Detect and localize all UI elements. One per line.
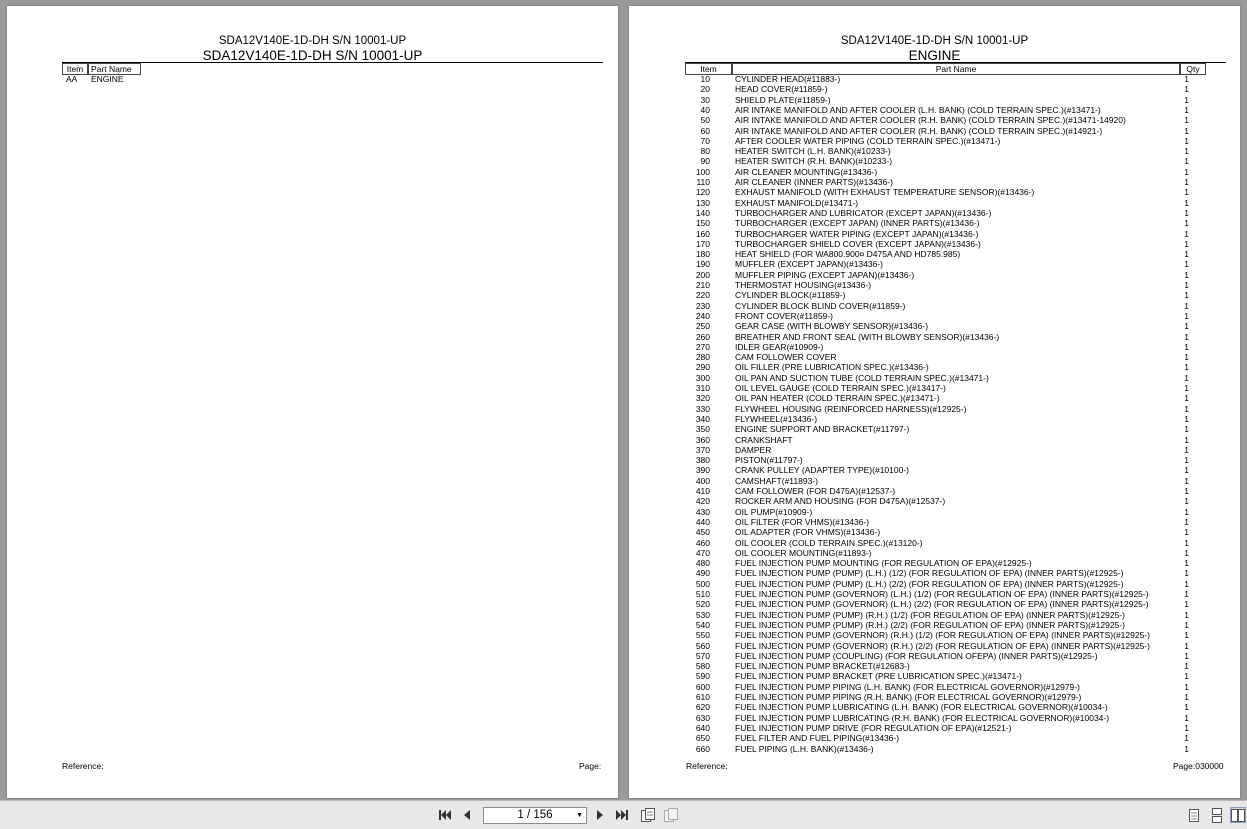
row-qty: 1 [1184, 578, 1189, 589]
right-page-title-line1: SDA12V140E-1D-DH S/N 10001-UP [840, 35, 1029, 47]
row-qty: 1 [1184, 681, 1189, 692]
row-part-name: TURBOCHARGER AND LUBRICATOR (EXCEPT JAPAN)(#13436-) [735, 207, 992, 218]
row-qty: 1 [1184, 558, 1189, 569]
row-part-name: FUEL INJECTION PUMP LUBRICATING (L.H. BANK) (FOR ELECTRICAL GOVERNOR)(#10034-) [735, 702, 1108, 713]
row-qty: 1 [1184, 455, 1189, 466]
row-qty: 1 [1184, 331, 1189, 342]
row-part-name: AIR INTAKE MANIFOLD AND AFTER COOLER (R.H. BANK) (COLD TERRAIN SPEC.)(#14921-) [735, 125, 1103, 136]
row-qty: 1 [1184, 599, 1189, 610]
row-item-number: 540 [695, 619, 710, 630]
row-qty: 1 [1184, 125, 1189, 136]
row-part-name: CYLINDER BLOCK BLIND COVER(#11859-) [735, 300, 906, 311]
row-qty: 1 [1184, 259, 1189, 270]
right-document-page [629, 6, 1240, 798]
left-page-title-line2: SDA12V140E-1D-DH S/N 10001-UP [202, 48, 423, 63]
row-item-number: 200 [695, 269, 710, 280]
row-qty: 1 [1184, 640, 1189, 651]
row-item-number: 480 [695, 558, 710, 569]
row-qty: 1 [1184, 74, 1189, 84]
row-qty: 1 [1184, 300, 1189, 311]
left-page-title-line1: SDA12V140E-1D-DH S/N 10001-UP [218, 35, 407, 47]
row-part-name: AIR CLEANER (INNER PARTS)(#13436-) [735, 177, 893, 187]
row-part-name: SHIELD PLATE(#11859-) [735, 94, 831, 105]
row-qty: 1 [1184, 218, 1189, 229]
right-col-header-item: Item [685, 63, 732, 75]
row-qty: 1 [1184, 207, 1189, 218]
row-item-number: 210 [695, 280, 710, 290]
row-part-name: EXHAUST MANIFOLD(#13471-) [735, 197, 859, 208]
row-part-name: OIL PUMP(#10909-) [735, 506, 813, 517]
row-part-name: CAM FOLLOWER COVER [735, 352, 837, 363]
row-qty: 1 [1184, 197, 1189, 208]
row-part-name: HEATER SWITCH (L.H. BANK)(#10233-) [735, 146, 891, 157]
row-item-number: 570 [695, 650, 710, 661]
row-qty: 1 [1184, 352, 1189, 363]
row-item-number: 430 [695, 506, 710, 517]
row-item-number: 140 [695, 207, 710, 218]
row-item-number: 440 [695, 516, 710, 527]
row-qty: 1 [1184, 156, 1189, 167]
row-qty: 1 [1184, 692, 1189, 702]
right-page-number: Page:030000 [1173, 761, 1224, 771]
row-item-number: 300 [695, 372, 710, 383]
row-part-name: OIL COOLER MOUNTING(#11893-) [735, 547, 872, 558]
row-item-number: 360 [695, 434, 710, 445]
row-item-number: 330 [695, 403, 710, 414]
row-qty: 1 [1184, 619, 1189, 630]
row-part-name: OIL COOLER (COLD TERRAIN SPEC.)(#13120-) [735, 537, 923, 548]
row-item-number: 390 [695, 465, 710, 476]
row-qty: 1 [1184, 362, 1189, 373]
row-part-name: FUEL INJECTION PUMP (GOVERNOR) (L.H.) (1/2) (FOR REGULATION OF EPA) (INNER PARTS)(#12925-) [735, 589, 1149, 599]
row-qty: 1 [1184, 249, 1189, 260]
row-qty: 1 [1184, 516, 1189, 527]
row-part-name: MUFFLER PIPING (EXCEPT JAPAN)(#13436-) [735, 269, 915, 280]
row-item-number: 180 [695, 249, 710, 260]
row-part-name: FUEL INJECTION PUMP BRACKET (PRE LUBRICATION SPEC.)(#13471-) [735, 671, 1022, 682]
row-item-number: 170 [695, 238, 710, 249]
row-item-number: 510 [695, 589, 710, 599]
row-qty: 1 [1184, 135, 1189, 146]
row-part-name: CYLINDER BLOCK(#11859-) [735, 290, 846, 301]
row-qty: 1 [1184, 269, 1189, 280]
row-part-name: FUEL INJECTION PUMP (GOVERNOR) (L.H.) (2/2) (FOR REGULATION OF EPA) (INNER PARTS)(#12925-) [735, 599, 1149, 610]
continuous-view-icon[interactable] [1209, 807, 1225, 823]
row-qty: 1 [1184, 84, 1189, 95]
row-item-number: 530 [695, 609, 710, 620]
row-qty: 1 [1184, 712, 1189, 723]
row-item-number: 350 [695, 424, 710, 435]
row-qty: 1 [1184, 465, 1189, 476]
row-qty: 1 [1184, 434, 1189, 445]
row-item-number: 50 [700, 115, 710, 126]
row-item-number: 150 [695, 218, 710, 229]
row-part-name: FUEL INJECTION PUMP MOUNTING (FOR REGULATION OF EPA)(#12925-) [735, 558, 1032, 569]
fit-page-icon[interactable] [640, 807, 656, 823]
row-item-number: 590 [695, 671, 710, 682]
row-part-name: OIL FILTER (FOR VHMS)(#13436-) [735, 516, 870, 527]
left-document-page [7, 6, 618, 798]
row-part-name: EXHAUST MANIFOLD (WITH EXHAUST TEMPERATURE SENSOR)(#13436-) [735, 187, 1035, 198]
row-part-name: FUEL INJECTION PUMP DRIVE (FOR REGULATION OF EPA)(#12521-) [735, 722, 1012, 733]
row-item-number: 270 [695, 341, 710, 352]
row-qty: 1 [1184, 444, 1189, 455]
row-item-number: 580 [695, 661, 710, 672]
row-part-name: CAM FOLLOWER (FOR D475A)(#12537-) [735, 486, 896, 496]
row-qty: 1 [1184, 537, 1189, 548]
left-col-header-item: Item [62, 63, 88, 75]
row-qty: 1 [1184, 702, 1189, 713]
row-item-number: 240 [695, 310, 710, 321]
row-part-name: TURBOCHARGER SHIELD COVER (EXCEPT JAPAN)(#13436-) [735, 238, 981, 249]
row-qty: 1 [1184, 146, 1189, 157]
row-part-name: TURBOCHARGER WATER PIPING (EXCEPT JAPAN)(#13436-) [735, 228, 979, 239]
row-part-name: FLYWHEEL(#13436-) [735, 413, 818, 424]
row-part-name: GEAR CASE (WITH BLOWBY SENSOR)(#13436-) [735, 321, 929, 332]
left-header-rule [62, 62, 603, 63]
row-item-number: 610 [695, 692, 710, 702]
row-part-name: FUEL INJECTION PUMP PIPING (L.H. BANK) (FOR ELECTRICAL GOVERNOR)(#12979-) [735, 681, 1080, 692]
right-reference-label: Reference: [686, 761, 728, 771]
row-item-number: 20 [700, 84, 710, 95]
row-part-name: ROCKER ARM AND HOUSING (FOR D475A)(#12537-) [735, 496, 946, 507]
row-qty: 1 [1184, 496, 1189, 507]
row-qty: 1 [1184, 547, 1189, 558]
row-qty: 1 [1184, 104, 1189, 115]
row-qty: 1 [1184, 177, 1189, 187]
row-item-number: 490 [695, 568, 710, 579]
row-item-number: 400 [695, 475, 710, 486]
row-part-name: AIR INTAKE MANIFOLD AND AFTER COOLER (L.H. BANK) (COLD TERRAIN SPEC.)(#13471-) [735, 104, 1101, 115]
row-item-number: 370 [695, 444, 710, 455]
row-item-number: 220 [695, 290, 710, 301]
row-part-name: BREATHER AND FRONT SEAL (WITH BLOWBY SENSOR)(#13436-) [735, 331, 1000, 342]
row-qty: 1 [1184, 527, 1189, 538]
right-col-header-part-name: Part Name [732, 63, 1180, 75]
row-qty: 1 [1184, 568, 1189, 579]
row-item-number: 10 [700, 74, 710, 84]
row-item-number: 660 [695, 743, 710, 754]
two-page-view-icon[interactable] [1230, 807, 1246, 823]
row-part-name: CRANKSHAFT [735, 434, 793, 445]
row-part-name: OIL FILLER (PRE LUBRICATION SPEC.)(#13436-) [735, 362, 929, 373]
row-part-name: IDLER GEAR(#10909-) [735, 341, 824, 352]
row-qty: 1 [1184, 743, 1189, 754]
row-part-name: HEAD COVER(#11859-) [735, 84, 828, 95]
row-item-number: 230 [695, 300, 710, 311]
row-item-number: 30 [700, 94, 710, 105]
row-qty: 1 [1184, 383, 1189, 393]
row-item-number: 280 [695, 352, 710, 363]
row-part-name: HEAT SHIELD (FOR WA800.900¤ D475A AND HD785.985) [735, 249, 961, 260]
row-qty: 1 [1184, 290, 1189, 301]
row-part-name: ENGINE [91, 74, 124, 84]
row-qty: 1 [1184, 475, 1189, 486]
row-qty: 1 [1184, 486, 1189, 496]
row-part-name: OIL ADAPTER (FOR VHMS)(#13436-) [735, 527, 881, 538]
row-qty: 1 [1184, 661, 1189, 672]
row-part-name: AFTER COOLER WATER PIPING (COLD TERRAIN SPEC.)(#13471-) [735, 135, 1001, 146]
row-item-number: 640 [695, 722, 710, 733]
row-qty: 1 [1184, 722, 1189, 733]
row-part-name: CYLINDER HEAD(#11883-) [735, 74, 841, 84]
row-item-number: 310 [695, 383, 710, 393]
row-item-number: 260 [695, 331, 710, 342]
row-qty: 1 [1184, 238, 1189, 249]
row-qty: 1 [1184, 393, 1189, 404]
row-part-name: FRONT COVER(#11859-) [735, 310, 833, 321]
row-qty: 1 [1184, 671, 1189, 682]
row-part-name: MUFFLER (EXCEPT JAPAN)(#13436-) [735, 259, 883, 270]
row-item-number: 40 [700, 104, 710, 115]
row-qty: 1 [1184, 506, 1189, 517]
row-item-number: 650 [695, 733, 710, 744]
row-item-number: 250 [695, 321, 710, 332]
row-item-number: 60 [700, 125, 710, 136]
row-part-name: FUEL FILTER AND FUEL PIPING(#13436-) [735, 733, 900, 744]
row-qty: 1 [1184, 424, 1189, 435]
row-qty: 1 [1184, 609, 1189, 620]
row-item-number: 190 [695, 259, 710, 270]
row-qty: 1 [1184, 589, 1189, 599]
row-part-name: FUEL INJECTION PUMP BRACKET(#12683-) [735, 661, 910, 672]
row-item-number: 70 [700, 135, 710, 146]
row-part-name: THERMOSTAT HOUSING(#13436-) [735, 280, 872, 290]
row-part-name: PISTON(#11797-) [735, 455, 803, 466]
row-item-number: 130 [695, 197, 710, 208]
row-qty: 1 [1184, 228, 1189, 239]
row-item-number: 110 [696, 177, 710, 187]
row-part-name: HEATER SWITCH (R.H. BANK)(#10233-) [735, 156, 893, 167]
row-item-number: 100 [695, 166, 710, 177]
row-qty: 1 [1184, 280, 1189, 290]
page-dropdown-icon[interactable]: ▼ [576, 812, 583, 819]
row-item-number: 90 [700, 156, 710, 167]
row-item-number: 290 [695, 362, 710, 373]
last-page-icon[interactable] [614, 807, 630, 823]
row-part-name: FUEL INJECTION PUMP (GOVERNOR) (R.H.) (1/2) (FOR REGULATION OF EPA) (INNER PARTS)(#12925-) [735, 630, 1150, 641]
row-part-name: CRANK PULLEY (ADAPTER TYPE)(#10100-) [735, 465, 909, 476]
left-reference-label: Reference: [62, 761, 104, 771]
row-item-number: 320 [695, 393, 710, 404]
row-item: AA [66, 74, 78, 84]
row-part-name: FUEL INJECTION PUMP LUBRICATING (R.H. BANK) (FOR ELECTRICAL GOVERNOR)(#10034-) [735, 712, 1110, 723]
left-page-number: Page: [579, 761, 602, 771]
row-part-name: TURBOCHARGER (EXCEPT JAPAN) (INNER PARTS)(#13436-) [735, 218, 980, 229]
viewer-toolbar [0, 800, 1247, 829]
row-part-name: DAMPER [735, 444, 772, 455]
row-item-number: 500 [695, 578, 710, 589]
row-item-number: 80 [700, 146, 710, 157]
row-item-number: 340 [695, 413, 710, 424]
row-item-number: 160 [695, 228, 710, 239]
row-part-name: FLYWHEEL HOUSING (REINFORCED HARNESS)(#12925-) [735, 403, 967, 414]
row-item-number: 410 [695, 486, 710, 496]
row-part-name: ENGINE SUPPORT AND BRACKET(#11797-) [735, 424, 910, 435]
row-part-name: FUEL INJECTION PUMP (COUPLING) (FOR REGULATION OFEPA) (INNER PARTS)(#12925-) [735, 650, 1098, 661]
fit-width-icon[interactable] [663, 807, 679, 823]
row-part-name: AIR CLEANER MOUNTING(#13436-) [735, 166, 878, 177]
row-qty: 1 [1184, 321, 1189, 332]
prev-page-icon[interactable] [459, 807, 475, 823]
row-part-name: FUEL INJECTION PUMP (GOVERNOR) (R.H.) (2/2) (FOR REGULATION OF EPA) (INNER PARTS)(#12925-) [735, 640, 1150, 651]
row-qty: 1 [1184, 310, 1189, 321]
first-page-icon[interactable] [437, 807, 453, 823]
row-item-number: 120 [695, 187, 710, 198]
row-qty: 1 [1184, 733, 1189, 744]
row-part-name: OIL PAN HEATER (COLD TERRAIN SPEC.)(#13471-) [735, 393, 940, 404]
left-col-header-part-name: Part Name [88, 63, 141, 75]
row-item-number: 560 [695, 640, 710, 651]
row-item-number: 630 [695, 712, 710, 723]
row-item-number: 470 [695, 547, 710, 558]
page-indicator-text: 1 / 156 [517, 809, 553, 821]
row-qty: 1 [1184, 630, 1189, 641]
row-part-name: FUEL INJECTION PUMP (PUMP) (L.H.) (2/2) (FOR REGULATION OF EPA) (INNER PARTS)(#12925-) [735, 578, 1124, 589]
next-page-icon[interactable] [592, 807, 608, 823]
row-part-name: FUEL INJECTION PUMP (PUMP) (R.H.) (1/2) (FOR REGULATION OF EPA) (INNER PARTS)(#12925-) [735, 609, 1125, 620]
row-qty: 1 [1184, 403, 1189, 414]
row-qty: 1 [1184, 341, 1189, 352]
row-part-name: FUEL PIPING (L.H. BANK)(#13436-) [735, 743, 874, 754]
row-qty: 1 [1184, 115, 1189, 126]
row-qty: 1 [1184, 187, 1189, 198]
row-part-name: OIL PAN AND SUCTION TUBE (COLD TERRAIN SPEC.)(#13471-) [735, 372, 989, 383]
row-item-number: 550 [695, 630, 710, 641]
row-qty: 1 [1184, 372, 1189, 383]
row-qty: 1 [1184, 166, 1189, 177]
row-part-name: FUEL INJECTION PUMP (PUMP) (L.H.) (1/2) (FOR REGULATION OF EPA) (INNER PARTS)(#12925-) [735, 568, 1124, 579]
row-item-number: 460 [695, 537, 710, 548]
row-item-number: 450 [695, 527, 710, 538]
row-part-name: FUEL INJECTION PUMP PIPING (R.H. BANK) (FOR ELECTRICAL GOVERNOR)(#12979-) [735, 692, 1082, 702]
row-part-name: FUEL INJECTION PUMP (PUMP) (R.H.) (2/2) (FOR REGULATION OF EPA) (INNER PARTS)(#12925-) [735, 619, 1125, 630]
row-part-name: AIR INTAKE MANIFOLD AND AFTER COOLER (R.H. BANK) (COLD TERRAIN SPEC.)(#13471-14920) [735, 115, 1126, 126]
row-qty: 1 [1184, 650, 1189, 661]
row-qty: 1 [1184, 94, 1189, 105]
row-item-number: 600 [695, 681, 710, 692]
page-number-input[interactable] [483, 807, 587, 824]
right-col-header-qty: Qty [1180, 63, 1206, 75]
row-part-name: OIL LEVEL GAUGE (COLD TERRAIN SPEC.)(#13417-) [735, 383, 946, 393]
row-item-number: 620 [695, 702, 710, 713]
row-item-number: 380 [695, 455, 710, 466]
right-page-title-line2: ENGINE [908, 48, 961, 63]
single-page-view-icon[interactable] [1186, 807, 1202, 823]
row-part-name: CAMSHAFT(#11893-) [735, 475, 818, 486]
row-qty: 1 [1184, 413, 1189, 424]
row-item-number: 420 [695, 496, 710, 507]
row-item-number: 520 [695, 599, 710, 610]
